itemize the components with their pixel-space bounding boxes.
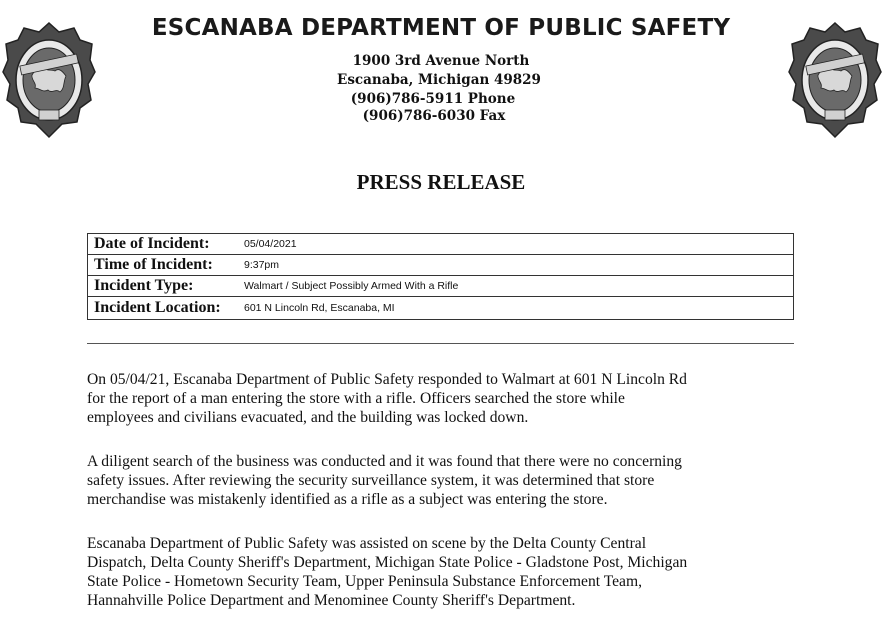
incident-value: 601 N Lincoln Rd, Escanaba, MI	[244, 302, 395, 314]
page-title: PRESS RELEASE	[356, 170, 526, 194]
incident-value: 9:37pm	[244, 259, 280, 271]
incident-row-type	[88, 276, 793, 297]
paragraph-line: safety issues. After reviewing the security surveillance system, it was determined that store	[87, 472, 655, 489]
paragraph-line: State Police - Hometown Security Team, Upper Peninsula Substance Enforcement Team,	[87, 573, 643, 590]
phone-number: (906)786-5911 Phone	[350, 91, 516, 107]
divider	[87, 343, 794, 344]
address-city: Escanaba, Michigan 49829	[337, 72, 541, 88]
incident-value: 05/04/2021	[244, 238, 297, 250]
fax-number: (906)786-6030 Fax	[362, 108, 506, 124]
incident-row-date	[88, 234, 793, 255]
paragraph-line: for the report of a man entering the store with a rifle. Officers searched the store while	[87, 390, 625, 407]
incident-label: Date of Incident:	[94, 235, 210, 252]
incident-row-location	[88, 297, 793, 319]
incident-details-table	[87, 233, 794, 320]
paragraph-line: merchandise was mistakenly identified as a rifle as a subject was entering the store.	[87, 491, 608, 508]
paragraph-line: Escanaba Department of Public Safety was assisted on scene by the Delta County Central	[87, 535, 647, 552]
incident-row-time	[88, 255, 793, 276]
paragraph-line: A diligent search of the business was conducted and it was found that there were no concerning	[87, 453, 682, 470]
paragraph-line: Dispatch, Delta County Sheriff's Department, Michigan State Police - Gladstone Post, Michigan	[87, 554, 688, 571]
incident-label: Incident Location:	[94, 299, 221, 316]
body-paragraph	[87, 370, 807, 427]
body-paragraph	[87, 534, 807, 610]
paragraph-line: employees and civilians evacuated, and the building was locked down.	[87, 409, 529, 426]
paragraph-line: On 05/04/21, Escanaba Department of Public Safety responded to Walmart at 601 N Lincoln Rd	[87, 371, 687, 388]
incident-label: Time of Incident:	[94, 256, 213, 273]
department-name: ESCANABA DEPARTMENT OF PUBLIC SAFETY	[151, 15, 731, 41]
paragraph-line: Hannahville Police Department and Menominee County Sheriff's Department.	[87, 592, 576, 609]
body-paragraph	[87, 452, 807, 509]
incident-value: Walmart / Subject Possibly Armed With a Rifle	[244, 280, 459, 292]
incident-label: Incident Type:	[94, 277, 194, 294]
address-street: 1900 3rd Avenue North	[352, 53, 530, 69]
